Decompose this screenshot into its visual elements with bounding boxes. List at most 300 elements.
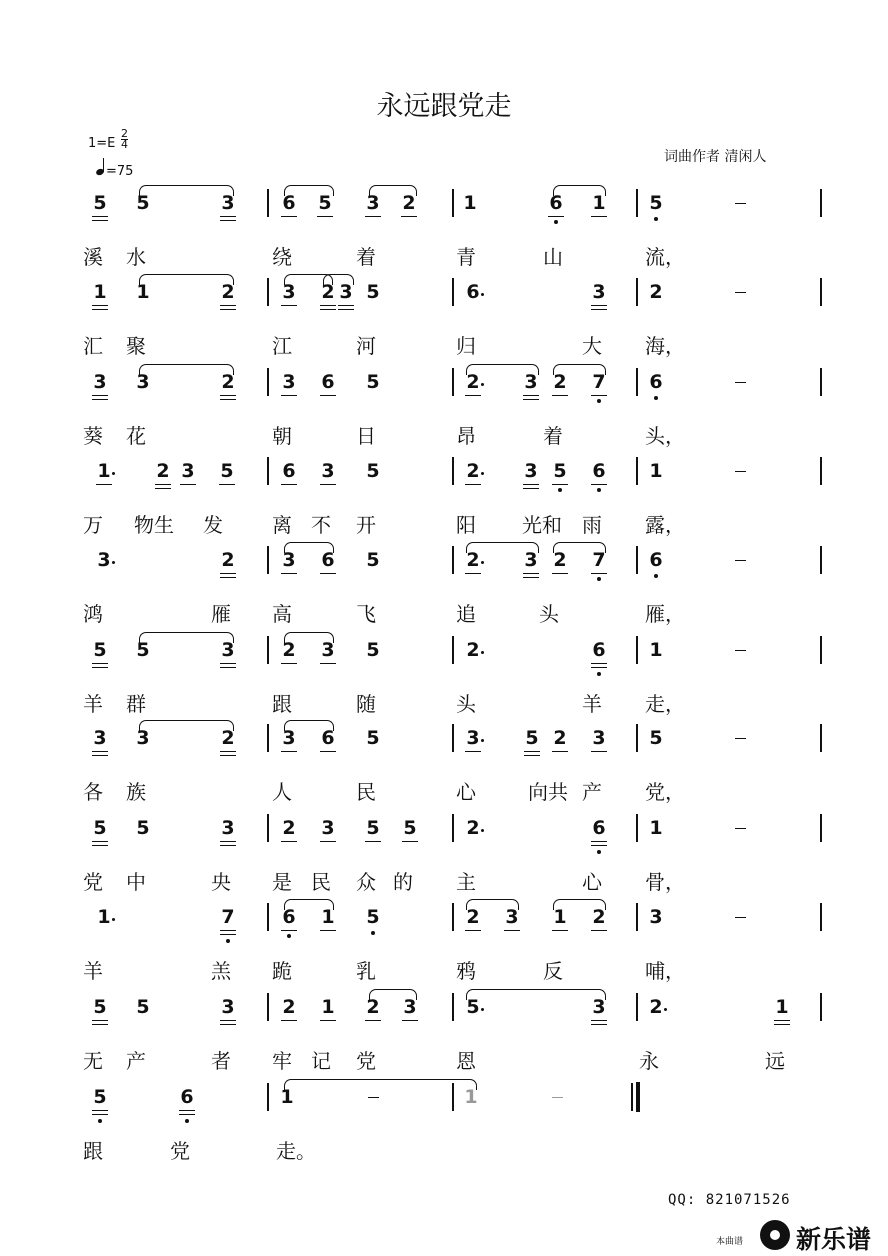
underline-eighth (320, 573, 336, 574)
lyric-syllable: 阳 (456, 513, 476, 537)
tie-slur (139, 364, 234, 375)
underline-eighth (92, 1020, 108, 1021)
lyric-syllable: 物生 (134, 513, 174, 537)
note-digit: 2 (282, 996, 296, 1018)
underline-eighth (281, 216, 297, 217)
lyric-syllable: 飞 (356, 602, 376, 626)
underline-eighth (155, 484, 171, 485)
double-bar-thick (636, 1082, 640, 1112)
note-digit: 1 (649, 460, 663, 482)
underline-eighth (219, 484, 235, 485)
tie-slur (284, 185, 334, 196)
bar-line (636, 457, 638, 485)
underline-eighth (96, 484, 112, 485)
jianpu-note (319, 371, 337, 393)
underline-eighth (281, 395, 297, 396)
lyric-syllable: 着 (356, 245, 376, 269)
lyric-syllable: 主 (456, 870, 476, 894)
underline-sixteenth (523, 577, 539, 578)
lyric-syllable: 河 (356, 334, 376, 358)
lyric-syllable: 走， (645, 692, 685, 716)
underline-eighth (402, 841, 418, 842)
lyric-syllable: 民 (311, 870, 331, 894)
bar-line (452, 814, 454, 842)
note-digit: 1 (321, 996, 335, 1018)
underline-eighth (220, 305, 236, 306)
bar-line (452, 278, 454, 306)
lyric-syllable: 人 (272, 780, 292, 804)
jianpu-note (91, 192, 109, 214)
underline-eighth (220, 930, 236, 931)
underline-eighth (365, 216, 381, 217)
underline-eighth (92, 305, 108, 306)
note-digit: 2 (282, 817, 296, 839)
bar-line (267, 457, 269, 485)
lyric-syllable: 不 (311, 513, 331, 537)
augmentation-dot (481, 383, 487, 386)
tie-slur (553, 899, 606, 910)
note-digit: 3 (282, 549, 296, 571)
underline-eighth (523, 484, 539, 485)
bar-line (636, 546, 638, 574)
record-logo-icon (760, 1220, 790, 1250)
underline-eighth (92, 395, 108, 396)
note-digit: 3 (592, 281, 606, 303)
time-denominator: 4 (121, 138, 128, 151)
bar-line (267, 993, 269, 1021)
note-digit: 7 (592, 549, 606, 571)
underline-sixteenth (523, 488, 539, 489)
note-digit: 2 (466, 371, 480, 393)
note-digit: 1 (321, 906, 335, 928)
lyric-syllable: 骨， (645, 870, 685, 894)
jianpu-note (319, 817, 337, 839)
jianpu-note (154, 460, 172, 482)
note-digit: 1 (464, 1086, 478, 1108)
note-digit: 5 (318, 192, 332, 214)
note-digit: 1 (97, 906, 111, 928)
underline-sixteenth (591, 1024, 607, 1025)
jianpu-note (773, 996, 791, 1018)
bar-line (636, 724, 638, 752)
jianpu-note (590, 639, 608, 661)
underline-eighth (365, 841, 381, 842)
jianpu-note (464, 817, 482, 839)
tie-slur (369, 989, 417, 1000)
note-digit: 6 (592, 460, 606, 482)
underline-sixteenth (92, 667, 108, 668)
composer-credit: 词曲作者 清闲人 (664, 149, 767, 165)
lyric-syllable: 雁 (211, 602, 231, 626)
lyric-syllable: 葵 (83, 424, 103, 448)
lyric-syllable: 羊 (582, 692, 602, 716)
jianpu-note (647, 906, 665, 928)
tie-slur (323, 274, 354, 285)
lyric-syllable: 各 (83, 780, 103, 804)
note-digit: 1 (592, 192, 606, 214)
underline-eighth (465, 484, 481, 485)
underline-eighth (774, 1020, 790, 1021)
note-digit: 2 (592, 906, 606, 928)
underline-eighth (591, 395, 607, 396)
note-digit: 2 (553, 371, 567, 393)
lyric-syllable: 聚 (126, 334, 146, 358)
lyric-syllable: 永 (639, 1049, 659, 1073)
underline-sixteenth (92, 755, 108, 756)
underline-sixteenth (220, 309, 236, 310)
jianpu-note (364, 549, 382, 571)
bar-line (452, 368, 454, 396)
note-digit: 3 (136, 727, 150, 749)
bar-line (820, 457, 822, 485)
lyric-syllable: 光和 (522, 513, 562, 537)
note-digit: 5 (525, 727, 539, 749)
jianpu-note (179, 460, 197, 482)
tie-slur (284, 899, 334, 910)
note-digit: 3 (282, 281, 296, 303)
jianpu-note (364, 281, 382, 303)
underline-eighth (281, 930, 297, 931)
underline-sixteenth (179, 1114, 195, 1115)
underline-sixteenth (774, 1024, 790, 1025)
note-digit: 5 (366, 549, 380, 571)
underline-eighth (591, 841, 607, 842)
lyric-syllable: 哺， (645, 959, 685, 983)
lower-octave-dot (554, 220, 558, 224)
lyric-syllable: 江 (272, 334, 292, 358)
lyric-syllable: 群 (126, 692, 146, 716)
jianpu-note (523, 727, 541, 749)
note-digit: 3 (524, 549, 538, 571)
note-digit: 6 (282, 460, 296, 482)
jianpu-note (647, 460, 665, 482)
lyric-syllable: 流， (645, 245, 685, 269)
note-digit: 3 (221, 817, 235, 839)
lyric-syllable: 追 (456, 602, 476, 626)
sustain-dash (735, 828, 746, 829)
note-digit: 5 (136, 996, 150, 1018)
lyric-syllable: 中 (126, 870, 146, 894)
bar-line (636, 368, 638, 396)
jianpu-note (364, 371, 382, 393)
note-digit: 1 (775, 996, 789, 1018)
lyric-syllable: 山 (543, 245, 563, 269)
tie-slur (553, 185, 606, 196)
lyric-syllable: 民 (356, 780, 376, 804)
jianpu-note (590, 281, 608, 303)
note-digit: 3 (524, 371, 538, 393)
note-digit: 2 (466, 817, 480, 839)
lyric-syllable: 青 (456, 245, 476, 269)
note-digit: 5 (366, 281, 380, 303)
lyric-syllable: 雨 (582, 513, 602, 537)
note-digit: 2 (221, 549, 235, 571)
lyric-syllable: 跟 (83, 1139, 103, 1163)
underline-sixteenth (220, 577, 236, 578)
lyric-syllable: 归 (456, 334, 476, 358)
underline-eighth (220, 1020, 236, 1021)
jianpu-note (219, 996, 237, 1018)
lyric-syllable: 日 (356, 424, 376, 448)
tie-slur (466, 542, 539, 553)
lyric-syllable: 产 (582, 780, 602, 804)
tie-slur (139, 720, 234, 731)
augmentation-dot (481, 293, 487, 296)
underline-sixteenth (220, 399, 236, 400)
note-digit: 1 (97, 460, 111, 482)
augmentation-dot (481, 651, 487, 654)
jianpu-note (464, 727, 482, 749)
underline-eighth (220, 573, 236, 574)
jianpu-note (219, 549, 237, 571)
underline-eighth (180, 484, 196, 485)
underline-eighth (465, 930, 481, 931)
jianpu-note (464, 460, 482, 482)
tempo-value: =75 (106, 164, 134, 179)
jianpu-note (364, 906, 382, 928)
underline-eighth (92, 841, 108, 842)
tie-slur (284, 720, 334, 731)
lyric-syllable: 雁， (645, 602, 685, 626)
note-digit: 7 (221, 906, 235, 928)
lower-octave-dot (185, 1119, 189, 1123)
note-digit: 6 (321, 549, 335, 571)
underline-eighth (220, 663, 236, 664)
note-digit: 3 (403, 996, 417, 1018)
augmentation-dot (664, 1008, 670, 1011)
tie-slur (284, 542, 334, 553)
jianpu-note (91, 1086, 109, 1108)
bar-line (452, 189, 454, 217)
note-digit: 3 (93, 371, 107, 393)
lyric-syllable: 牢 (272, 1049, 292, 1073)
lyric-syllable: 水 (126, 245, 146, 269)
underline-sixteenth (524, 755, 540, 756)
underline-eighth (591, 305, 607, 306)
lyric-syllable: 向共 (528, 780, 568, 804)
note-digit: 5 (649, 727, 663, 749)
augmentation-dot (481, 739, 487, 742)
bar-line (452, 546, 454, 574)
underline-eighth (320, 305, 336, 306)
tie-slur (284, 632, 334, 643)
underline-eighth (591, 216, 607, 217)
jianpu-note (219, 817, 237, 839)
underline-eighth (591, 1020, 607, 1021)
underline-sixteenth (92, 220, 108, 221)
underline-sixteenth (320, 309, 336, 310)
lyric-syllable: 记 (311, 1049, 331, 1073)
bar-line (820, 903, 822, 931)
lower-octave-dot (597, 850, 601, 854)
note-digit: 6 (549, 192, 563, 214)
note-digit: 7 (592, 371, 606, 393)
underline-sixteenth (220, 220, 236, 221)
lyric-syllable: 族 (126, 780, 146, 804)
note-digit: 2 (221, 727, 235, 749)
lyric-syllable: 露， (645, 513, 685, 537)
note-digit: 3 (136, 371, 150, 393)
lower-octave-dot (371, 931, 375, 935)
note-digit: 6 (321, 727, 335, 749)
jianpu-note (364, 639, 382, 661)
lyric-syllable: 是 (272, 870, 292, 894)
underline-eighth (281, 573, 297, 574)
note-digit: 5 (553, 460, 567, 482)
lyric-syllable: 心 (582, 870, 602, 894)
underline-eighth (523, 573, 539, 574)
bar-line (267, 1083, 269, 1111)
note-digit: 6 (466, 281, 480, 303)
note-digit: 2 (466, 906, 480, 928)
jianpu-note (219, 906, 237, 928)
underline-eighth (317, 216, 333, 217)
underline-eighth (92, 1110, 108, 1111)
underline-sixteenth (92, 309, 108, 310)
underline-sixteenth (523, 399, 539, 400)
lyric-syllable: 远 (765, 1049, 785, 1073)
lyric-syllable: 产 (126, 1049, 146, 1073)
underline-eighth (281, 305, 297, 306)
lyric-syllable: 高 (272, 602, 292, 626)
underline-eighth (281, 663, 297, 664)
underline-sixteenth (338, 309, 354, 310)
bar-line (267, 724, 269, 752)
augmentation-dot (112, 918, 118, 921)
tempo-marking (96, 161, 133, 179)
underline-eighth (220, 841, 236, 842)
underline-eighth (320, 1020, 336, 1021)
note-digit: 3 (321, 460, 335, 482)
jianpu-note (401, 817, 419, 839)
bar-line (452, 724, 454, 752)
jianpu-note (522, 460, 540, 482)
lyric-syllable: 无 (83, 1049, 103, 1073)
sustain-dash (735, 738, 746, 739)
jianpu-note (95, 906, 113, 928)
lower-octave-dot (654, 574, 658, 578)
note-digit: 6 (592, 639, 606, 661)
underline-eighth (465, 395, 481, 396)
tie-slur (553, 542, 606, 553)
lyric-syllable: 离 (272, 513, 292, 537)
jianpu-note (647, 817, 665, 839)
bar-line (820, 368, 822, 396)
sustain-dash (735, 203, 746, 204)
underline-eighth (220, 216, 236, 217)
note-digit: 3 (93, 727, 107, 749)
bar-line (820, 189, 822, 217)
jianpu-note (364, 727, 382, 749)
tie-slur (466, 899, 519, 910)
augmentation-dot (481, 829, 487, 832)
note-digit: 6 (649, 371, 663, 393)
bar-line (636, 814, 638, 842)
jianpu-note (647, 549, 665, 571)
underline-eighth (281, 841, 297, 842)
sustain-dash (735, 292, 746, 293)
underline-eighth (320, 930, 336, 931)
sustain-dash (735, 917, 746, 918)
bar-line (267, 814, 269, 842)
lyric-syllable: 羔 (211, 959, 231, 983)
lyric-syllable: 昂 (456, 424, 476, 448)
note-digit: 3 (366, 192, 380, 214)
jianpu-note (590, 727, 608, 749)
underline-eighth (320, 751, 336, 752)
sustain-dash (735, 650, 746, 651)
lower-octave-dot (654, 396, 658, 400)
underline-sixteenth (92, 1024, 108, 1025)
jianpu-note (178, 1086, 196, 1108)
bar-line (636, 278, 638, 306)
underline-sixteenth (220, 667, 236, 668)
bar-line (267, 189, 269, 217)
watermark-logo-text: 新乐谱 (796, 1225, 872, 1254)
note-digit: 2 (366, 996, 380, 1018)
jianpu-note (91, 817, 109, 839)
jianpu-note (280, 996, 298, 1018)
jianpu-note (647, 371, 665, 393)
lyric-syllable: 朝 (272, 424, 292, 448)
underline-eighth (524, 751, 540, 752)
note-digit: 2 (156, 460, 170, 482)
bar-line (636, 993, 638, 1021)
lyric-syllable: 头， (645, 424, 685, 448)
time-signature (121, 129, 128, 150)
bar-line (636, 903, 638, 931)
note-digit: 3 (649, 906, 663, 928)
double-bar-thin (631, 1083, 633, 1111)
key-signature: 1=E (88, 136, 116, 151)
lyric-syllable: 海， (645, 334, 685, 358)
bar-line (636, 636, 638, 664)
underline-eighth (591, 663, 607, 664)
note-digit: 5 (366, 371, 380, 393)
underline-eighth (552, 751, 568, 752)
jianpu-note (464, 281, 482, 303)
lyric-syllable: 万 (83, 513, 103, 537)
jianpu-note (464, 639, 482, 661)
note-digit: 2 (221, 281, 235, 303)
note-digit: 5 (403, 817, 417, 839)
underline-eighth (548, 216, 564, 217)
note-digit: 3 (592, 996, 606, 1018)
note-digit: 3 (339, 281, 353, 303)
bar-line (452, 903, 454, 931)
note-digit: 3 (181, 460, 195, 482)
lower-octave-dot (287, 934, 291, 938)
lyric-syllable: 溪 (83, 245, 103, 269)
underline-sixteenth (92, 845, 108, 846)
bar-line (820, 814, 822, 842)
bar-line (452, 457, 454, 485)
lyric-syllable: 的 (393, 870, 413, 894)
note-digit: 3 (524, 460, 538, 482)
underline-eighth (220, 395, 236, 396)
note-digit: 5 (93, 192, 107, 214)
note-digit: 2 (553, 727, 567, 749)
bar-line (267, 278, 269, 306)
note-digit: 2 (402, 192, 416, 214)
underline-eighth (320, 395, 336, 396)
lyric-syllable: 党 (170, 1139, 190, 1163)
note-digit: 1 (553, 906, 567, 928)
lyric-syllable: 发 (203, 513, 223, 537)
jianpu-note (218, 460, 236, 482)
lyric-syllable: 头 (539, 602, 559, 626)
jianpu-note (95, 460, 113, 482)
